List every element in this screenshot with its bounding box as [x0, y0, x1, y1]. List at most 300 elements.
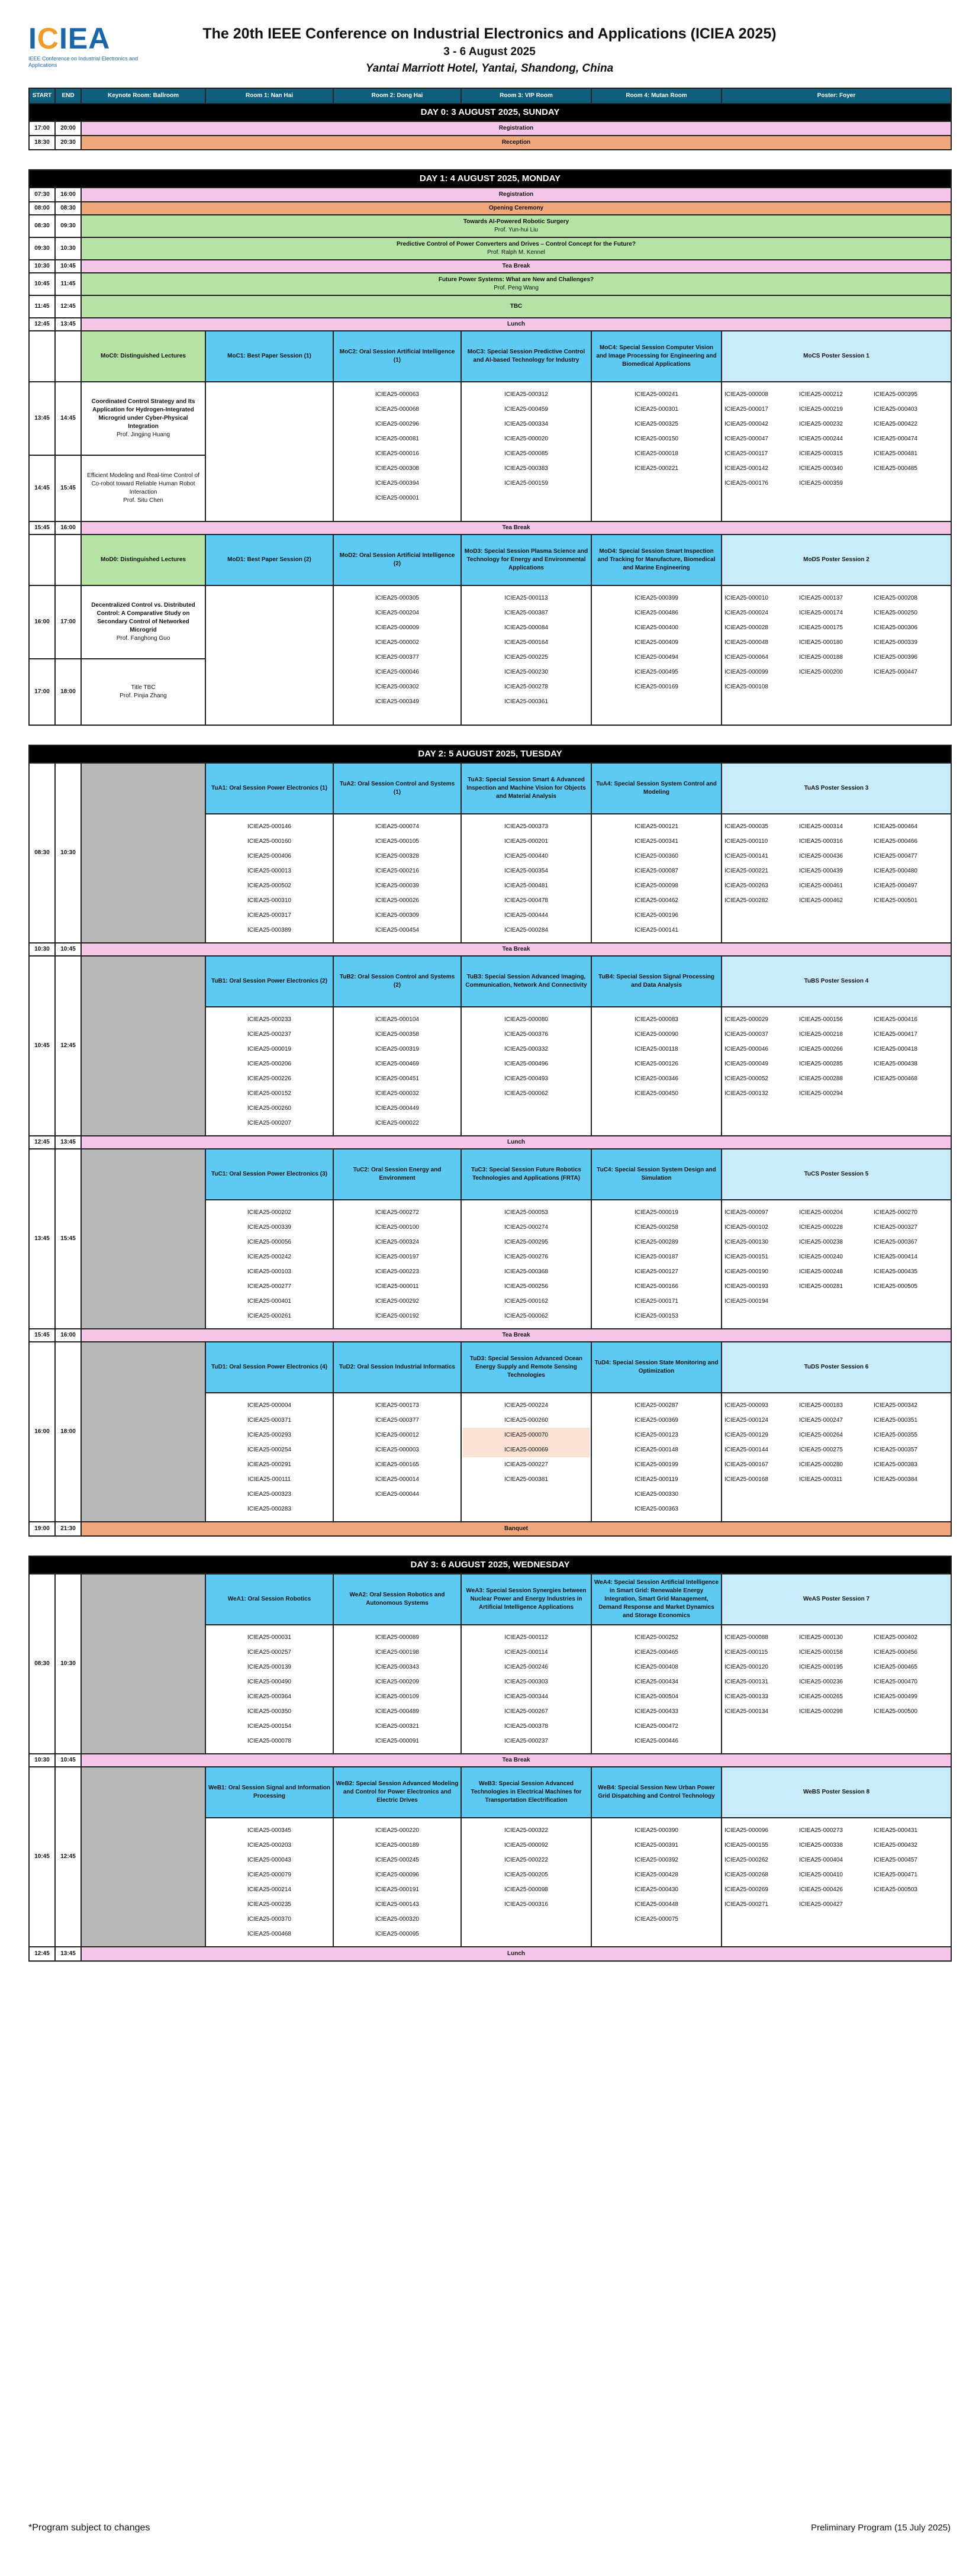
poster-paper-id: ICIEA25-000156 — [799, 1016, 843, 1023]
paper-id: ICIEA25-000119 — [635, 1476, 678, 1483]
poster-paper-id: ICIEA25-000474 — [874, 436, 917, 442]
poster-paper-id: ICIEA25-000275 — [799, 1447, 843, 1453]
event-cell — [81, 237, 951, 260]
poster-paper-id: ICIEA25-000151 — [724, 1254, 768, 1260]
poster-paper-id: ICIEA25-000142 — [724, 465, 768, 472]
end-time: 16:00 — [55, 1329, 81, 1342]
paper-id: ICIEA25-000039 — [375, 883, 419, 889]
schedule-row — [29, 318, 951, 331]
poster-paper-id: ICIEA25-000097 — [724, 1209, 768, 1216]
paper-id: ICIEA25-000324 — [375, 1239, 419, 1245]
poster-paper-id: ICIEA25-000096 — [724, 1827, 768, 1834]
paper-id: ICIEA25-000148 — [635, 1447, 678, 1453]
schedule-row — [29, 1947, 951, 1961]
end-time: 10:30 — [55, 237, 81, 260]
paper-id: ICIEA25-000237 — [504, 1738, 548, 1744]
column-header: START — [29, 88, 55, 104]
poster-paper-id: ICIEA25-000338 — [799, 1842, 843, 1849]
end-time: 18:00 — [55, 1342, 81, 1522]
end-time: 10:30 — [55, 763, 81, 943]
session-header: TuC1: Oral Session Power Electronics (3) — [205, 1149, 333, 1200]
event-cell — [81, 1522, 951, 1536]
paper-id: ICIEA25-000162 — [504, 1298, 548, 1305]
paper-list — [591, 1200, 722, 1329]
keynote-room-unused — [81, 1574, 205, 1754]
paper-list — [333, 1818, 461, 1947]
paper-list — [591, 1007, 722, 1136]
poster-paper-id: ICIEA25-000438 — [874, 1061, 917, 1067]
start-time: 17:00 — [29, 121, 55, 136]
poster-paper-id: ICIEA25-000464 — [874, 823, 917, 830]
column-header: Keynote Room: Ballroom — [81, 88, 205, 104]
paper-id: ICIEA25-000070 — [463, 1428, 590, 1442]
poster-paper-id: ICIEA25-000457 — [874, 1857, 917, 1863]
paper-id: ICIEA25-000085 — [504, 450, 548, 457]
paper-id: ICIEA25-000112 — [504, 1634, 548, 1641]
paper-id: ICIEA25-000472 — [635, 1723, 678, 1730]
paper-id: ICIEA25-000126 — [635, 1061, 678, 1067]
start-time: 12:45 — [29, 1947, 55, 1961]
end-time: 10:45 — [55, 1754, 81, 1767]
poster-paper-id: ICIEA25-000130 — [724, 1239, 768, 1245]
keynote-room-unused — [81, 763, 205, 943]
poster-paper-id: ICIEA25-000432 — [874, 1842, 917, 1849]
poster-paper-id: ICIEA25-000359 — [799, 480, 843, 487]
end-time: 13:45 — [55, 1136, 81, 1149]
paper-id: ICIEA25-000462 — [635, 897, 678, 904]
paper-id: ICIEA25-000490 — [247, 1679, 291, 1685]
event-title: Tea Break — [502, 263, 530, 269]
poster-paper-id: ICIEA25-000456 — [874, 1649, 917, 1656]
paper-id: ICIEA25-000390 — [635, 1827, 678, 1834]
paper-id: ICIEA25-000199 — [635, 1461, 678, 1468]
poster-paper-id: ICIEA25-000468 — [874, 1076, 917, 1082]
poster-paper-id: ICIEA25-000174 — [799, 610, 843, 616]
column-header: Room 3: VIP Room — [461, 88, 591, 104]
paper-id: ICIEA25-000478 — [504, 897, 548, 904]
poster-paper-id: ICIEA25-000124 — [724, 1417, 768, 1424]
paper-id: ICIEA25-000225 — [504, 654, 548, 661]
paper-id: ICIEA25-000227 — [504, 1461, 548, 1468]
poster-paper-id: ICIEA25-000340 — [799, 465, 843, 472]
paper-id: ICIEA25-000068 — [375, 406, 419, 413]
paper-id: ICIEA25-000495 — [635, 669, 678, 675]
paper-id: ICIEA25-000272 — [375, 1209, 419, 1216]
poster-paper-id: ICIEA25-000327 — [874, 1224, 917, 1231]
session-header: WeBS Poster Session 8 — [722, 1767, 951, 1818]
paper-id: ICIEA25-000153 — [635, 1313, 678, 1319]
paper-id: ICIEA25-000291 — [247, 1461, 291, 1468]
poster-paper-id: ICIEA25-000110 — [724, 838, 768, 845]
end-time: 15:45 — [55, 455, 81, 521]
paper-id: ICIEA25-000260 — [504, 1417, 548, 1424]
poster-paper-id: ICIEA25-000228 — [799, 1224, 843, 1231]
paper-id: ICIEA25-000121 — [635, 823, 678, 830]
paper-id: ICIEA25-000189 — [375, 1842, 419, 1849]
day-title-row — [29, 1556, 951, 1574]
paper-id: ICIEA25-000079 — [247, 1872, 291, 1878]
poster-paper-id: ICIEA25-000248 — [799, 1268, 843, 1275]
start-time: 14:45 — [29, 455, 55, 521]
poster-paper-id: ICIEA25-000422 — [874, 421, 917, 427]
event-title: Tea Break — [502, 1332, 530, 1338]
poster-paper-id: ICIEA25-000294 — [799, 1090, 843, 1097]
poster-paper-id: ICIEA25-000155 — [724, 1842, 768, 1849]
poster-paper-id: ICIEA25-000342 — [874, 1402, 917, 1409]
poster-paper-id: ICIEA25-000383 — [874, 1461, 917, 1468]
paper-id: ICIEA25-000284 — [504, 927, 548, 933]
paper-list — [333, 1625, 461, 1754]
poster-paper-id: ICIEA25-000194 — [724, 1298, 768, 1305]
column-header: END — [55, 88, 81, 104]
paper-id: ICIEA25-000277 — [247, 1283, 291, 1290]
poster-paper-id: ICIEA25-000315 — [799, 450, 843, 457]
poster-paper-id: ICIEA25-000236 — [799, 1679, 843, 1685]
start-time: 10:30 — [29, 1754, 55, 1767]
paper-id: ICIEA25-000216 — [375, 868, 419, 874]
paper-id: ICIEA25-000105 — [375, 838, 419, 845]
start-time: 16:00 — [29, 1342, 55, 1522]
start-time: 15:45 — [29, 1329, 55, 1342]
paper-id: ICIEA25-000260 — [247, 1105, 291, 1112]
paper-id: ICIEA25-000069 — [463, 1442, 590, 1457]
paper-id: ICIEA25-000141 — [635, 927, 678, 933]
paper-list — [591, 585, 722, 725]
poster-paper-id: ICIEA25-000501 — [874, 897, 917, 904]
session-header: TuB3: Special Session Advanced Imaging, Communication, Network And Connectivity — [461, 956, 591, 1007]
session-row — [29, 585, 951, 659]
event-title: Lunch — [507, 1950, 525, 1957]
poster-paper-id: ICIEA25-000461 — [799, 883, 843, 889]
footer-note: *Program subject to changes — [28, 2523, 150, 2533]
poster-paper-id: ICIEA25-000221 — [724, 868, 768, 874]
start-time: 08:30 — [29, 763, 55, 943]
paper-id: ICIEA25-000496 — [504, 1061, 548, 1067]
paper-id: ICIEA25-000074 — [375, 823, 419, 830]
paper-id: ICIEA25-000305 — [375, 595, 419, 601]
poster-paper-id: ICIEA25-000280 — [799, 1461, 843, 1468]
page-title: The 20th IEEE Conference on Industrial Electronics and Applications (ICIEA 2025) — [202, 25, 777, 42]
poster-paper-id: ICIEA25-000470 — [874, 1679, 917, 1685]
paper-id: ICIEA25-000114 — [504, 1649, 548, 1656]
paper-id: ICIEA25-000332 — [504, 1046, 548, 1052]
lecture-title: Coordinated Control Strategy and Its Application for Hydrogen-Integrated Microgrid under Cyber-Physical Integration — [91, 398, 195, 430]
schedule-row — [29, 260, 951, 273]
poster-paper-id: ICIEA25-000049 — [724, 1061, 768, 1067]
event-cell — [81, 295, 951, 318]
paper-id: ICIEA25-000409 — [635, 639, 678, 646]
session-header: WeA1: Oral Session Robotics — [205, 1574, 333, 1625]
poster-paper-id: ICIEA25-000167 — [724, 1461, 768, 1468]
session-header: TuD4: Special Session State Monitoring and Optimization — [591, 1342, 722, 1393]
lecture-talk — [81, 659, 205, 725]
paper-id: ICIEA25-000308 — [375, 465, 419, 472]
paper-id: ICIEA25-000091 — [375, 1738, 419, 1744]
paper-id: ICIEA25-000043 — [247, 1857, 291, 1863]
paper-list — [205, 814, 333, 943]
column-header: Poster: Foyer — [722, 88, 951, 104]
poster-paper-id: ICIEA25-000497 — [874, 883, 917, 889]
event-cell — [81, 202, 951, 215]
paper-id: ICIEA25-000113 — [504, 595, 548, 601]
paper-id: ICIEA25-000454 — [375, 927, 419, 933]
event-cell — [81, 1329, 951, 1342]
session-header: MoD0: Distinguished Lectures — [81, 534, 205, 585]
column-header: Room 1: Nan Hai — [205, 88, 333, 104]
paper-id: ICIEA25-000150 — [635, 436, 678, 442]
poster-paper-id: ICIEA25-000417 — [874, 1031, 917, 1038]
paper-id: ICIEA25-000022 — [375, 1120, 419, 1126]
poster-paper-id: ICIEA25-000306 — [874, 624, 917, 631]
paper-id: ICIEA25-000401 — [247, 1298, 291, 1305]
schedule-row — [29, 1136, 951, 1149]
paper-id: ICIEA25-000053 — [504, 1209, 548, 1216]
session-header: WeA4: Special Session Artificial Intelligence in Smart Grid: Renewable Energy Integration, Smart Grid Management, Demand Response and Market Dynamics and Storage Economics — [591, 1574, 722, 1625]
end-time: 13:45 — [55, 318, 81, 331]
program-page — [28, 21, 951, 1962]
paper-id: ICIEA25-000363 — [635, 1506, 678, 1512]
paper-id: ICIEA25-000381 — [504, 1476, 548, 1483]
paper-id: ICIEA25-000283 — [247, 1506, 291, 1512]
paper-id: ICIEA25-000235 — [247, 1901, 291, 1908]
end-time: 10:30 — [55, 1574, 81, 1754]
paper-id: ICIEA25-000489 — [375, 1708, 419, 1715]
poster-paper-id: ICIEA25-000208 — [874, 595, 917, 601]
paper-id: ICIEA25-000334 — [504, 421, 548, 427]
event-cell — [81, 215, 951, 237]
lecture-speaker: Prof. Situ Chen — [123, 497, 163, 504]
session-header: MoC2: Oral Session Artificial Intelligence (1) — [333, 331, 461, 382]
poster-paper-id: ICIEA25-000046 — [724, 1046, 768, 1052]
session-header: MoD3: Special Session Plasma Science and Technology for Energy and Environmental Applications — [461, 534, 591, 585]
event-title: Tea Break — [502, 946, 530, 952]
poster-paper-id: ICIEA25-000250 — [874, 610, 917, 616]
poster-paper-id: ICIEA25-000193 — [724, 1283, 768, 1290]
paper-id: ICIEA25-000323 — [247, 1491, 291, 1498]
poster-paper-id: ICIEA25-000402 — [874, 1634, 917, 1641]
paper-id: ICIEA25-000209 — [375, 1679, 419, 1685]
session-header: TuAS Poster Session 3 — [722, 763, 951, 814]
paper-id: ICIEA25-000187 — [635, 1254, 678, 1260]
poster-paper-id: ICIEA25-000218 — [799, 1031, 843, 1038]
paper-id: ICIEA25-000206 — [247, 1061, 291, 1067]
paper-id: ICIEA25-000081 — [375, 436, 419, 442]
paper-list — [333, 1007, 461, 1136]
poster-paper-id: ICIEA25-000418 — [874, 1046, 917, 1052]
poster-paper-id: ICIEA25-000357 — [874, 1447, 917, 1453]
paper-id: ICIEA25-000256 — [504, 1283, 548, 1290]
start-time: 17:00 — [29, 659, 55, 725]
event-cell — [81, 260, 951, 273]
session-header: MoD4: Special Session Smart Inspection and Tracking for Manufacture, Biomedical and Marine Engineering — [591, 534, 722, 585]
poster-paper-id: ICIEA25-000168 — [724, 1476, 768, 1483]
paper-id: ICIEA25-000317 — [247, 912, 291, 919]
paper-id: ICIEA25-000400 — [635, 624, 678, 631]
event-title: Reception — [501, 139, 531, 146]
poster-paper-id: ICIEA25-000008 — [724, 391, 768, 398]
poster-paper-id: ICIEA25-000099 — [724, 669, 768, 675]
paper-id: ICIEA25-000345 — [247, 1827, 291, 1834]
poster-paper-id: ICIEA25-000131 — [724, 1679, 768, 1685]
paper-id: ICIEA25-000468 — [247, 1931, 291, 1937]
poster-paper-id: ICIEA25-000426 — [799, 1886, 843, 1893]
paper-id: ICIEA25-000358 — [375, 1031, 419, 1038]
paper-id: ICIEA25-000109 — [375, 1693, 419, 1700]
paper-id: ICIEA25-000197 — [375, 1254, 419, 1260]
session-header: MoDS Poster Session 2 — [722, 534, 951, 585]
poster-paper-id: ICIEA25-000414 — [874, 1254, 917, 1260]
start-time: 15:45 — [29, 521, 55, 534]
poster-paper-id: ICIEA25-000240 — [799, 1254, 843, 1260]
poster-paper-id: ICIEA25-000282 — [724, 897, 768, 904]
event-title: TBC — [510, 303, 523, 310]
paper-id: ICIEA25-000203 — [247, 1842, 291, 1849]
paper-id: ICIEA25-000434 — [635, 1679, 678, 1685]
schedule-row — [29, 1754, 951, 1767]
keynote-room-unused — [81, 1767, 205, 1947]
event-title: Registration — [498, 191, 534, 198]
poster-paper-id: ICIEA25-000266 — [799, 1046, 843, 1052]
paper-id: ICIEA25-000349 — [375, 698, 419, 705]
session-header: WeA2: Oral Session Robotics and Autonomous Systems — [333, 1574, 461, 1625]
paper-id: ICIEA25-000481 — [504, 883, 548, 889]
end-time: 21:30 — [55, 1522, 81, 1536]
event-title: Lunch — [507, 1139, 525, 1145]
poster-paper-id: ICIEA25-000285 — [799, 1061, 843, 1067]
event-cell — [81, 318, 951, 331]
paper-id: ICIEA25-000320 — [375, 1916, 419, 1923]
schedule-row — [29, 1522, 951, 1536]
poster-paper-list — [722, 1818, 951, 1947]
paper-id: ICIEA25-000319 — [375, 1046, 419, 1052]
event-title: Towards AI-Powered Robotic Surgery — [463, 218, 569, 225]
day-title-row — [29, 104, 951, 121]
event-cell — [81, 1136, 951, 1149]
paper-id: ICIEA25-000258 — [635, 1224, 678, 1231]
session-header: MoD1: Best Paper Session (2) — [205, 534, 333, 585]
end-time: 10:45 — [55, 260, 81, 273]
paper-id: ICIEA25-000341 — [635, 838, 678, 845]
paper-id: ICIEA25-000321 — [375, 1723, 419, 1730]
schedule-row — [29, 202, 951, 215]
paper-list — [205, 1200, 333, 1329]
paper-id: ICIEA25-000394 — [375, 480, 419, 487]
end-time: 20:00 — [55, 121, 81, 136]
poster-paper-id: ICIEA25-000088 — [724, 1634, 768, 1641]
conference-venue: Yantai Marriott Hotel, Yantai, Shandong, China — [365, 62, 614, 75]
paper-id: ICIEA25-000046 — [375, 669, 419, 675]
start-time: 12:45 — [29, 318, 55, 331]
keynote-room-unused — [81, 1342, 205, 1522]
schedule-row — [29, 237, 951, 260]
session-header-row — [29, 1767, 951, 1818]
poster-paper-id: ICIEA25-000247 — [799, 1417, 843, 1424]
paper-id: ICIEA25-000083 — [635, 1016, 678, 1023]
paper-id: ICIEA25-000152 — [247, 1090, 291, 1097]
session-header: TuCS Poster Session 5 — [722, 1149, 951, 1200]
paper-id: ICIEA25-000044 — [375, 1491, 419, 1498]
paper-id: ICIEA25-000428 — [635, 1872, 678, 1878]
paper-id: ICIEA25-000011 — [375, 1283, 419, 1290]
poster-paper-id: ICIEA25-000416 — [874, 1016, 917, 1023]
poster-paper-id: ICIEA25-000047 — [724, 436, 768, 442]
session-header: TuBS Poster Session 4 — [722, 956, 951, 1007]
poster-paper-id: ICIEA25-000466 — [874, 838, 917, 845]
paper-list — [591, 814, 722, 943]
end-time: 11:45 — [55, 273, 81, 295]
paper-list — [461, 1625, 591, 1754]
session-header: TuC2: Oral Session Energy and Environment — [333, 1149, 461, 1200]
paper-id: ICIEA25-000056 — [247, 1239, 291, 1245]
poster-paper-id: ICIEA25-000010 — [724, 595, 768, 601]
session-header: MoC1: Best Paper Session (1) — [205, 331, 333, 382]
paper-id: ICIEA25-000371 — [247, 1417, 291, 1424]
session-header-row — [29, 534, 951, 585]
poster-paper-id: ICIEA25-000270 — [874, 1209, 917, 1216]
event-title: Tea Break — [502, 1757, 530, 1763]
paper-id: ICIEA25-000330 — [635, 1491, 678, 1498]
paper-id: ICIEA25-000111 — [247, 1476, 291, 1483]
session-header: TuB1: Oral Session Power Electronics (2) — [205, 956, 333, 1007]
poster-paper-list — [722, 585, 951, 725]
end-time: 14:45 — [55, 382, 81, 455]
start-time: 12:45 — [29, 1136, 55, 1149]
paper-id: ICIEA25-000383 — [504, 465, 548, 472]
poster-paper-id: ICIEA25-000462 — [799, 897, 843, 904]
paper-id: ICIEA25-000303 — [504, 1679, 548, 1685]
session-header: WeAS Poster Session 7 — [722, 1574, 951, 1625]
paper-id: ICIEA25-000032 — [375, 1090, 419, 1097]
paper-id: ICIEA25-000207 — [247, 1120, 291, 1126]
paper-id: ICIEA25-000191 — [375, 1886, 419, 1893]
paper-list — [461, 382, 591, 521]
schedule-row — [29, 521, 951, 534]
event-title: Registration — [498, 125, 534, 131]
paper-id: ICIEA25-000292 — [375, 1298, 419, 1305]
paper-id: ICIEA25-000377 — [375, 1417, 419, 1424]
start-time: 08:30 — [29, 1574, 55, 1754]
poster-paper-id: ICIEA25-000351 — [874, 1417, 917, 1424]
event-speaker: Prof. Yun-hui Liu — [494, 227, 538, 233]
paper-id: ICIEA25-000103 — [247, 1268, 291, 1275]
paper-id: ICIEA25-000302 — [375, 684, 419, 690]
session-header: TuA1: Oral Session Power Electronics (1) — [205, 763, 333, 814]
end-time: 17:00 — [55, 585, 81, 659]
schedule-row — [29, 215, 951, 237]
poster-paper-id: ICIEA25-000102 — [724, 1224, 768, 1231]
paper-id: ICIEA25-000201 — [504, 838, 548, 845]
event-cell — [81, 136, 951, 150]
paper-id: ICIEA25-000364 — [247, 1693, 291, 1700]
paper-id: ICIEA25-000448 — [635, 1901, 678, 1908]
poster-paper-id: ICIEA25-000120 — [724, 1664, 768, 1670]
paper-id: ICIEA25-000012 — [375, 1432, 419, 1438]
start-time: 10:45 — [29, 1767, 55, 1947]
best-paper-cell — [205, 382, 333, 521]
paper-list — [205, 1625, 333, 1754]
paper-list — [205, 1818, 333, 1947]
poster-paper-id: ICIEA25-000316 — [799, 838, 843, 845]
paper-id: ICIEA25-000267 — [504, 1708, 548, 1715]
poster-paper-id: ICIEA25-000183 — [799, 1402, 843, 1409]
poster-paper-id: ICIEA25-000471 — [874, 1872, 917, 1878]
paper-id: ICIEA25-000241 — [635, 391, 678, 398]
poster-paper-id: ICIEA25-000048 — [724, 639, 768, 646]
paper-id: ICIEA25-000343 — [375, 1664, 419, 1670]
column-header: Room 2: Dong Hai — [333, 88, 461, 104]
paper-id: ICIEA25-000310 — [247, 897, 291, 904]
session-header: TuB2: Oral Session Control and Systems (2) — [333, 956, 461, 1007]
